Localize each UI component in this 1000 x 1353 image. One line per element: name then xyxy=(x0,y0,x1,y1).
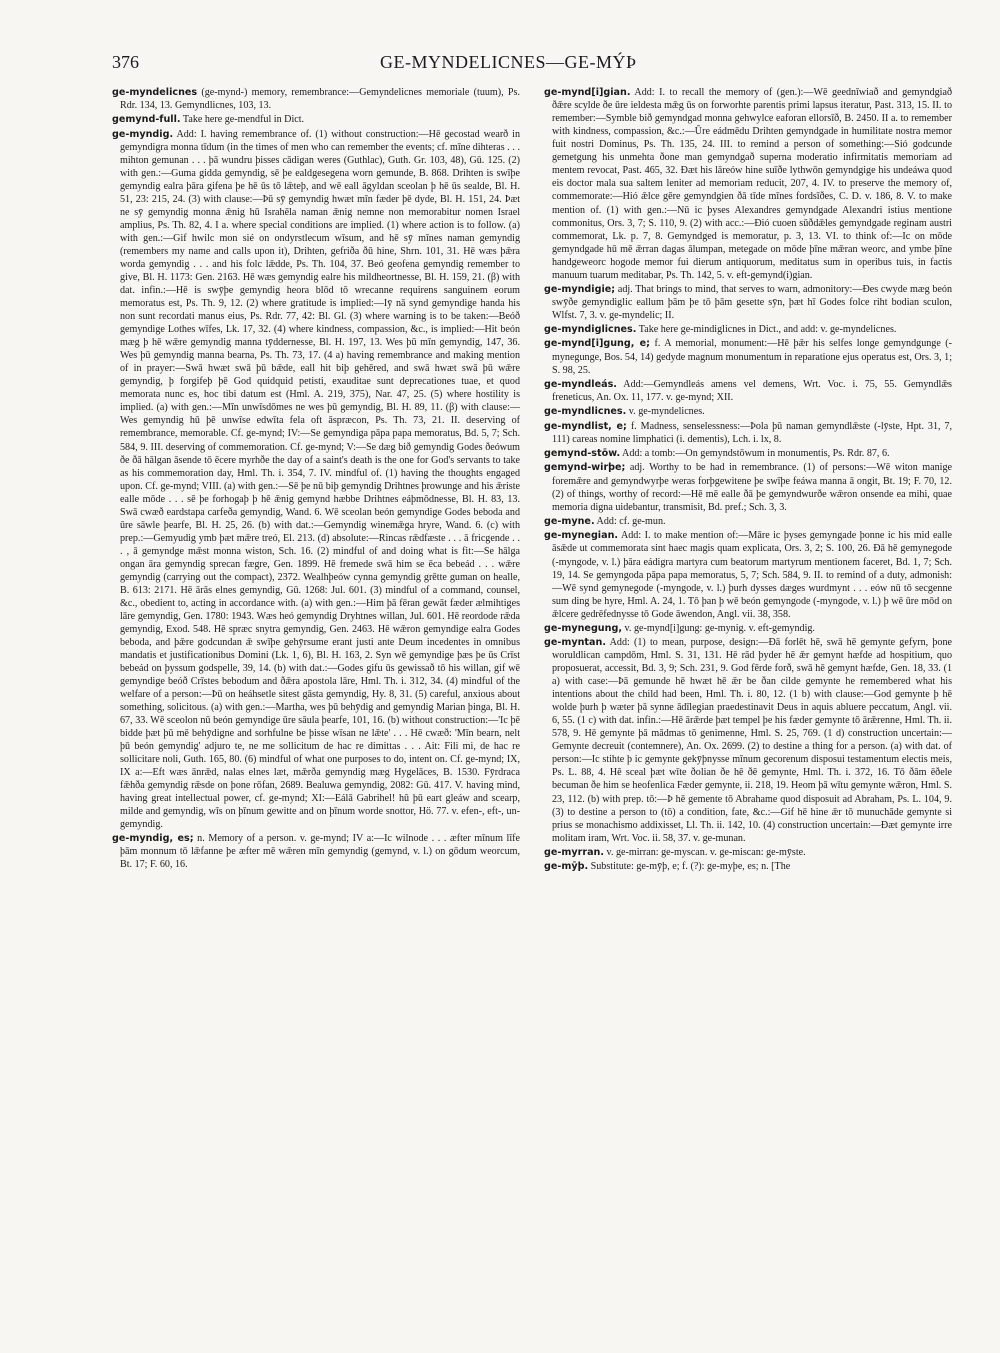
entry-headword: ge-mȳþ. xyxy=(544,860,589,872)
dictionary-entry xyxy=(112,128,520,831)
entry-headword: ge-myndigie; xyxy=(544,283,616,295)
running-head: GE-MYNDELICNES—GE-MÝÞ xyxy=(380,52,637,72)
dictionary-entry xyxy=(544,860,952,873)
entry-headword: gemynd-full. xyxy=(112,114,181,126)
dictionary-entry xyxy=(544,636,952,845)
dictionary-entry xyxy=(544,529,952,620)
entry-headword: ge-mynd[i]gung, e; xyxy=(544,338,651,350)
entry-headword: ge-myrran. xyxy=(544,846,605,858)
dictionary-entry xyxy=(112,832,520,871)
entry-definition: Add: a tomb:—On gemyndstōwum in monumentis, Ps. Rdr. 87, 6. xyxy=(620,447,890,459)
right-column xyxy=(544,86,952,874)
entry-headword: ge-myne. xyxy=(544,515,595,527)
entry-definition: (ge-mynd-) memory, remembrance:—Gemyndelicnes memoriale (tuum), Ps. Rdr. 134, 13. Gemyndlicnes, 103, 13. xyxy=(120,87,520,112)
entry-definition: v. ge-mirran: ge-myscan. v. ge-miscan: ge-mȳste. xyxy=(604,846,806,858)
entry-headword: ge-myndlicnes. xyxy=(544,406,627,418)
entry-definition: Add: cf. ge-mun. xyxy=(594,515,666,527)
dictionary-entry xyxy=(544,420,952,446)
entry-headword: ge-myntan. xyxy=(544,636,606,648)
entry-headword: gemynd-wirþe; xyxy=(544,462,626,474)
entry-headword: ge-mynd[i]gian. xyxy=(544,87,631,98)
dictionary-entry xyxy=(112,86,520,112)
entry-definition: adj. Worthy to be had in remembrance. (1) of persons:—Wē witon manige foremǣre and gemyndwyrþe weras forþgewitene þe swīþe feáwa manna ā ongit, Bt. 19; F. 70, 12. (2) of things, worthy of record:—Hē mē ealle ðā þe gemyndwurðe wǣron onsende ea mihi, quae memoria digna uidebantur, transmisit, Bd. pref.; Sch. 3, 3. xyxy=(552,462,952,513)
entry-headword: ge-myndelicnes xyxy=(112,87,198,98)
dictionary-entry xyxy=(544,622,952,635)
entry-definition: Take here ge-mendful in Dict. xyxy=(180,114,305,126)
entry-definition: v. ge-myndelicnes. xyxy=(626,406,705,418)
entry-headword: ge-mynegian. xyxy=(544,530,619,542)
dictionary-entry xyxy=(544,378,952,404)
entry-headword: ge-myndig, es; xyxy=(112,832,194,844)
entry-definition: Take here ge-mindiglicnes in Dict., and add: v. ge-myndelicnes. xyxy=(636,324,897,335)
entry-headword: ge-myndlist, e; xyxy=(544,420,627,432)
entry-definition: adj. That brings to mind, that serves to warn, admonitory:—Ðes cwyde mæg beón swȳðe gemyndiglic eallum þām þe tō þām gesette sȳn, þæt hī Godes folce riht bodian sculon, Wlfst. 7, 3. v. ge-myndelic; II. xyxy=(552,283,952,321)
entry-definition: Add: (1) to mean, purpose, design:—Ðā forlēt hē, swā hē gemynte gefyrn, þone woruldlican campdōm, Hml. S. 31, 131. Hē rād þyder hē ǣr gemynt hæfde ad hospitium, quo proposuerat, accessit, Bd. 3, 9; Sch. 231, 9. God fērde forð, swā hē gemynt hæfde, Gen. 18, 33. (1 a) with case:—Þā gemunde hē hwæt hē ǣr be ðan cilde gemynte he remembered what his intentions about the child had been, Hml. Th. i. 80, 12. (1 b) with clause:—God gemynte þ hē wolde þurh þ wæter þā synne ādīlegian praedestinavit Deus in aquis abluere peccatum, Angl. vii. 6, 55. (1 c) with dat. infin.:—Hē ārǣrde þæt tempel þe his fæder gemynte tō ārǣrenne, Hml. Th. ii. 578, 9. Hē gemynte þā mādmas tō genimenne, Hml. S. 25, 769. (1 d) construction uncertain:—Gemynte decreuit (contemnere), An. Ox. 2699. (2) to destine a thing for a person. (a) with dat. of person:—Ic stihte þ ic gemynte gekȳþnysse mīnum gecorenum disposui testamentum electis meis, Ps. L. 88, 4. Hē sceal þæt wīte ðolian ðe hē ðē gemynte, Hml. Th. i. 372, 16. Tō ðām ēðele becuman ðe him se heofenlica Fæder gemynte, ii. 218, 19. Heom þā wītu gemynte wǣron, Hml. S. 23, 112. (b) with prep. tō:—Þ hē gemente tō Abrahame quod disposuit ad Abraham, Ps. L. 104, 9. (3) to destine a person to (tō) a condition, fate, &c.:—Gif hē hine ǣr tō munuchāde gemynte si prius se monachismo addixisset, Ll. Th. ii. 142, 10. (4) construction uncertain:—Ðæt gemynte irre molitam iram, Wrt. Voc. ii. 58, 37. v. ge-munan. xyxy=(552,636,952,844)
dictionary-entry xyxy=(544,337,952,376)
dictionary-entry xyxy=(544,86,952,282)
entry-definition: Add: I. having remembrance of. (1) without construction:—Hē gecostad wearð in gemyndigra monna tīdum (in the times of men who can remember the events; cf. mīne dihteras . . . mihton gemunan . . . þā wundru þisses cādigan weres (Guthlac), Guth. Gr. 103, 48), Gū. 125. (2) with gen.:—Guma gidda gemyndig, sē þe ealdgesegena worn gemunde, B. 868. Drihten is swīþe gemyndig ealra þāra gifena þe hē ūs tō lǣteþ, and wē eall āgyldan sceolan þ hē ūs sealde, Bl. H. 51, 23: 215, 24. (3) with clause:—Þū sȳ gemyndig hwæt mīn fæder þē dyde, Bl. H. 151, 24. Þæt ne sȳ gemyndig monna ǣnig hū Israhēla naman ǣnig nemne non memorabitur nomen Israel amplius, Ps. Th. 82, 4. I a. where special conditions are implied. (1) where action is to follow. (a) with gen.:—Gif hwilc mon sié on ondyrstlecum wīsum, and hē sȳ mīnes naman gemyndig (remembers my name and calls upon it), Drihten, gefriða ðū hine, Shrn. 101, 31. Hē wæs þǣra worda gemyndig . . . and his folc lǣdde, Ps. Th. 104, 37. Beó geofena gemyndig remember to give, Bl. H. 1173: Gen. 2163. Hē wæs gemyndig ealre his mildheortnesse, Bl. H. 159, 21. (β) with dat. infin.:—Hē is swȳþe gemyndig heora blōd tō wrecanne requirens sanguinem eorum memoratus est, Ps. Th. 9, 12. (2) where gratitude is implied:—Iȳ nā synd gemyndige handa his non sunt recordati manus eius, Ps. Rdr. 77, 42: Bl. Gl. (3) where warning is to be taken:—Beóð gemyndige Lothes wīfes, Lk. 17, 32. (4) where kindness, compassion, &c., is implied:—Hit beón mæg þ hē wǣre gemyndig manna tȳddernesse, Bl. H. 197, 13. Wes þū mīn gemyndig, 147, 36. Wes þū gemyndig manna bearna, Ps. Th. 73, 17. (4 a) having remembrance and making mention of in prayer:—Swā hwæt swā þū bǣde, eall hit biþ gehēred, and swā hwæt swā þū wǣre gemyndig, þ forgifeþ þē God quidquid petisti, exauditae sunt deprecationes tuae, et quod memorata nunc es, hoc tibi datum est (Hml. A. 219, 375), Nar. 47, 25. (5) where hostility is implied. (a) with gen.:—Mīn unwīsdōmes ne wes þū gemyndig, Bl. H. 89, 11. (β) with clause:—Wes gemyndig hū þē unwīse edwīta fela oft āspræcon, Ps. Th. 73, 21. II. deserving of remembrance, memorable. Cf. ge-mynd; IV:—Se gemyndiga pāpa papa memoratus, Bd. 5, 7; Sch. 584, 9. III. deserving of commemoration. Cf. ge-mynd; V:—Se dæg bið gemyndig Godes ðeówum ðe ðā hālgan āsende tō ēcere myrhðe the day of a saint's death is the one for God's servants to take as his commemoration day, Hml. Th. i. 354, 7. IV. mindful of. (1) having the thoughts engaged upon. Cf. ge-mynd; VIII. (a) with gen.:—Sē þe nū biþ gemyndig Drihtnes þrowunge and his ǣriste ealle mōde . . . sē þe forhogaþ þ hē ǣnig gemynd hæbbe Drihtnes eáþmōdnesse, Bl. H. 83, 13. Swā cwæð eardstapa carfeða gemyndig, Wand. 6. Wē sceolan beón gemyndige Godes beboda and ūre sāwle þearfe, Bl. H. 25, 26. (b) with dat.:—Gemyndig winemǣga hryre, Wand. 6. (c) with prep.:—Gemyudig ymb þæt mǣre treó, El. 213. (d) absolute:—Rincas rǣdfæste . . . ā fricgende . . . , ā gemyndge mǣst monna wiston, Sch. 16. (2) mindful of and doing what is fit:—Se hālga ongan āra gemyndig sprecan fægre, Gen. 1899. Hē fremede swā him se ēca bebeád . . . wǣre gemyndig (carrying out the compact), 2372. Wealhþeów cynna gemyndig grētte guman on healle, B. 613: 2171. Hē ārās elnes gemyndig, Gū. 1268: Jul. 601. (3) mindful of a command, counsel, &c., obedient to, acting in accordance with. (a) with gen.:—Him þā fēran gewāt fæder ælmihtiges lāre gemyndig, Gen. 1780: 1943. Wæs heó gemyndig Dryhtnes willan, Jul. 601. Hē reordode rǣda gemyndig, Exod. 548. Hē spræc snytra gemyndig, Gen. 2463. Hē wǣron gemyndige ealra Godes beboda, and þǣre godcundan ǣ swīþe gehȳrsume erant justi ante Deum incedentes in omnibus mandatis et justificationibus Domini (Lk. 1, 6), Bl. H. 163, 2. Syn wē gemyndige þæs þe ūs Crīst bebeád on þyssum godspelle, 39, 14. (b) with dat.:—Godes gifu ūs gewissað tō his willan, gif wē gemyndige beóð Crīstes bebodum and ðǣra apostola lāre, Hml. Th. i. 312, 34. (4) mindful of the welfare of a person:—Þū on heáhsetle sitest gāsta gemyndig, Hy. 8, 31. (5) careful, anxious about something, solicitous. (a) with gen.:—Martha, wes þū behȳdig and gemyndig Marian þinga, Bl. H. 67, 33. Wē sceolon nū beón gemyndige ūre sāula þearfe, 101, 16. (b) without construction:—'Ic þē bidde þæt þū mē behȳdigne and sorhfulne be þisse wīsan ne lǣte' . . . Hē cwæð: 'Mīn bearn, nelt þū beón gemyndig' adjuro te, ne me sollicitum de hac re dimittas . . . Ait: Fili mi, de hac re sollicitare noli, Guth. 165, 80. (6) mindful of what one purposes to do, intent on. Cf. ge-mynd; IX, IX a:—Eft wæs ānrǣd, nalas elnes læt, mǣrða gemyndig mæg Hygelāces, B. 1530. Fȳrdraca fǣhða gemyndig rǣsde on þone rōfan, 2689. Bealuwa gemyndig, 2082: Gū. 417. V. having mind, having great intellectual power, cf. ge-mynd; XI:—Eálā Gabrihel! hū þū eart gleáw and scearp, milde and gemyndig, wīs on þīnum gewitte and on þīnum worde snottor, Hö. 77. v. efen-, eft-, un-gemyndig. xyxy=(120,128,520,830)
entry-definition: Add: I. to recall the memory of (gen.):—Wē geednīwiað and gemyndgiað ðǣre scylde ðe ūre ieldesta mǣg ūs on forworhte parentis primi lapsus iteratur, Past. 313, 15. II. to remember:—Symble bið gemyndgad monna gehwylce eaforan ellorsīð, B. 2450. II a. to remember with kindness, compassion, &c.:—Ūre eádmēdu Drihten gemyndgade in humilitate nostra memor fuit nostri Dominus, Ps. Th. 135, 24. III. to remind a person of something:—Sió godcunde gemetgung his unmehta ðone man gemyndgað superna moderatio infirmitatis memoriam ad mentem revocat, Past. 465, 32. Ðæt his lāreów hine suīðe lythwōn gemyndgige his undeáwa quod eis doctor mala sua saltem leniter ad memoriam reducit, 207, 4. IV. to preserve the memory of, commemorate:—Hió ǣlce gēre gemyndgien ðā tīde mīnes fordsīðes, C. D. v. 186, 8. V. to make mention of. (1) with gen.:—Nū ic þyses Alexandres gemyndgade Alexandri istius mentione commonitus, Ors. 3, 7; S. 110, 9. (2) with acc.:—Ðió cuoen sūðdǣles gemyndgade reginam austri commemorat, Lk. p. 7, 8. Gemyndged is memoratur, p. 3, 13. VI. to think of:—Ic on mōde gemyndgade hū mē ǣrran dagas ālumpan, metegade on mōde þīne mǣran weorc, and ymbe þīne handgeweorc hogode memor fui dierum antiquorum, meditatus sum in operibus tuis, in factis manuum tuarum meditabar, Ps. Th. 142, 5. v. eft-gemynd(i)gian. xyxy=(552,87,952,281)
dictionary-entry xyxy=(544,515,952,528)
entry-definition: f. A memorial, monument:—Hē þǣr his selfes longe gemyndgunge (-mynegunge, Bos. 54, 14) gedyde magnum monumentum in reparatione ejus operatus est, Ors. 3, 1; S. 98, 25. xyxy=(552,338,952,376)
text-columns xyxy=(112,86,952,874)
dictionary-entry xyxy=(544,405,952,418)
entry-definition: n. Memory of a person. v. ge-mynd; IV a:—Ic wilnode . . . æfter mīnum līfe þām monnum tō lǣfanne þe æfter mē wǣren mīn gemyndig (gemynd, v. l.) on gōdum weorcum, Bt. 17; F. 60, 16. xyxy=(120,832,520,871)
entry-headword: ge-myndig. xyxy=(112,128,174,140)
entry-definition: f. Madness, senselessness:—Þola þū naman gemyndlǣste (-lȳste, Hpt. 31, 7, 111) careas nomine limphatici (i. dementis), Lch. i. lx, 8. xyxy=(552,420,952,445)
entry-definition: v. ge-mynd[i]gung: ge-mynig. v. eft-gemyndig. xyxy=(621,622,815,634)
entry-headword: ge-myndleás. xyxy=(544,378,617,390)
dictionary-entry xyxy=(112,113,520,126)
page-number: 376 xyxy=(112,52,139,72)
entry-headword: ge-mynegung, xyxy=(544,622,622,634)
entry-definition: Substitute: ge-mȳþ, e; f. (?): ge-myþe, es; n. [The xyxy=(588,860,791,872)
dictionary-entry xyxy=(544,283,952,322)
entry-definition: Add: I. to make mention of:—Māre ic þyses gemyngade þonne ic his mid ealle āsǣde ut commemorata sint haec magis quam explicata, Ors. 3, 2; S. 100, 26. Ðā hē gemynegode (-myngode, v. l.) þāra eádigra martyra cum beatorum martyrum mentionem faceret, Bd. 1, 7; Sch. 19, 14. Se gemyngoda pāpa papa memoratus, 5, 7; Sch. 584, 9. II. to remind of a duty, admonish:—Wē synd gemynegode (-myngode, v. l.) þurh dysses dæges wurdmynt . . . eów nū tō secgenne sum ding be hyre, Hml. A. 24, 1. Tō þan þ wē beón gemyngode (-myngode, v. l.) þ wē ūre mōd on ǣlcere gedrēfednysse tō Gode āwendon, Angl. vii. 38, 358. xyxy=(552,530,952,620)
dictionary-entry xyxy=(544,461,952,513)
dictionary-entry xyxy=(544,846,952,859)
entry-headword: gemynd-stōw. xyxy=(544,447,621,459)
left-column xyxy=(112,86,520,874)
entry-definition: Add:—Gemyndleás amens vel demens, Wrt. Voc. i. 75, 55. Gemyndlǣs freneticus, An. Ox. 11, 177. v. ge-mynd; XII. xyxy=(552,378,952,404)
dictionary-entry xyxy=(544,323,952,336)
dictionary-entry xyxy=(544,447,952,460)
entry-headword: ge-myndiglicnes. xyxy=(544,324,637,335)
